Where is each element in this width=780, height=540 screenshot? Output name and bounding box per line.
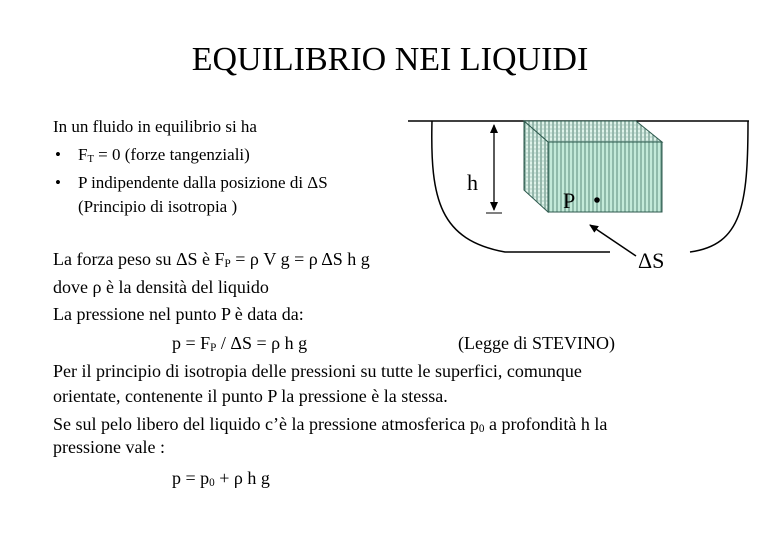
intro-line: In un fluido in equilibrio si ha [53, 117, 257, 136]
pressure-formula: $p = F_P / \Delta S = \rho$ h g [172, 333, 308, 355]
stevino-law-label: (Legge di STEVINO) [458, 333, 615, 353]
bullet-2-continuation: (Principio di isotropia ) [78, 197, 238, 216]
final-formula: $p = p_0 + \rho$ h g [172, 468, 270, 490]
body-line-7: Se sul pelo libero del liquido c’è la pressione atmosferica $p_0$ a profondità h la [53, 414, 608, 436]
area-label: ΔS [638, 248, 665, 273]
body-line-8: pressione vale : [53, 437, 165, 457]
bullet-1: $F_T = 0$ (forze tangenziali) [78, 145, 250, 166]
height-label: h [467, 170, 478, 195]
point-label: P [563, 188, 576, 213]
bullet-2: P indipendente dalla posizione di ΔS [78, 173, 328, 192]
body-line-1: La forza peso su ΔS è $F_P = \rho$ V g = ρ ΔS h g [53, 249, 370, 271]
point-p-dot [594, 197, 600, 203]
bullet-2-marker: • [55, 173, 61, 192]
body-line-6: orientate, contenente il punto P la pressione è la stessa. [53, 386, 448, 406]
body-line-5: Per il principio di isotropia delle pressioni su tutte le superfici, comunque [53, 361, 582, 381]
body-line-2: dove ρ è la densità del liquido [53, 277, 269, 297]
body-line-3: La pressione nel punto P è data da: [53, 304, 304, 324]
bullet-1-marker: • [55, 145, 61, 164]
slide-title: EQUILIBRIO NEI LIQUIDI [191, 41, 589, 78]
container-wall-right [690, 121, 748, 252]
